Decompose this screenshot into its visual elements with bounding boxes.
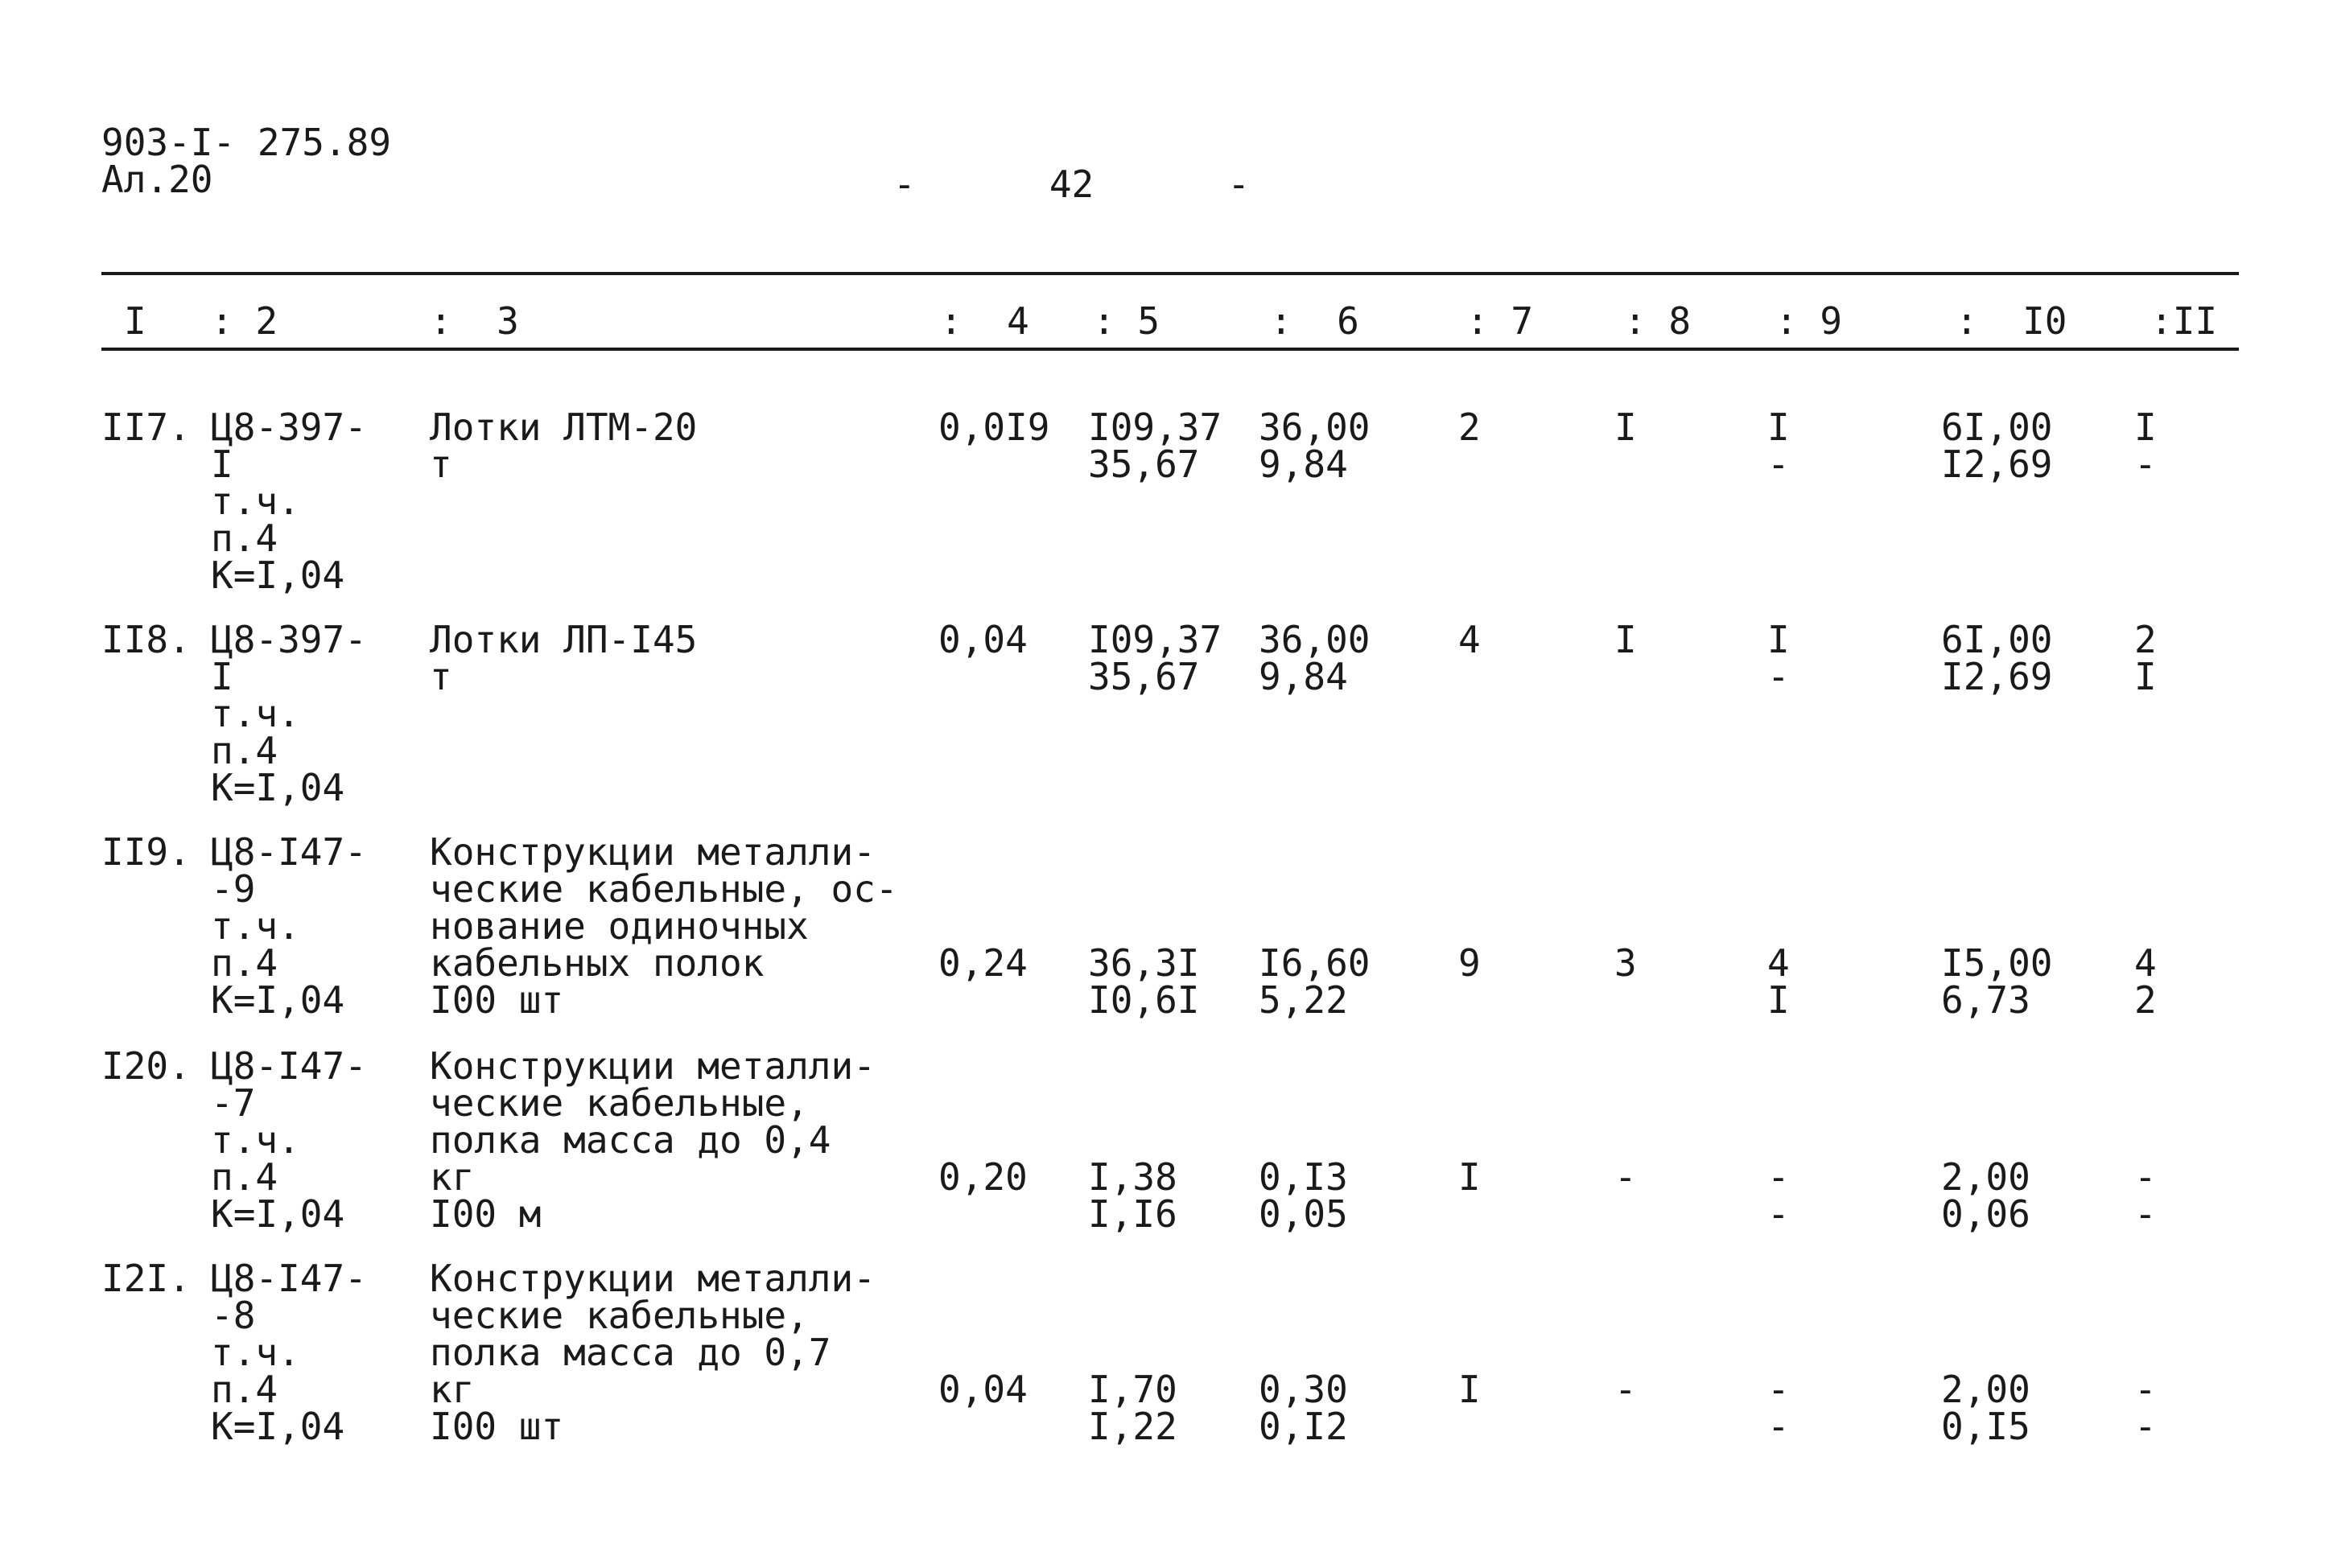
cell-line: 0,20 <box>938 1155 1028 1199</box>
cell-c9 <box>1767 405 1816 486</box>
cell-line: кг <box>430 1155 475 1199</box>
cell-line: 9,84 <box>1259 442 1348 486</box>
cell-line: I <box>211 655 233 698</box>
cell-line: т.ч. <box>211 479 300 523</box>
cell-c10 <box>1941 618 2086 698</box>
cell-c11 <box>2134 941 2183 1022</box>
cell-line: К=I,04 <box>211 1405 345 1448</box>
cell-line: I <box>1767 978 1790 1022</box>
cell-line: - <box>1767 1405 1790 1448</box>
cell-line: 0,24 <box>938 941 1028 985</box>
cell-qty <box>938 941 1051 985</box>
cell-line: п.4 <box>211 941 278 985</box>
cell-line: нование одиночных <box>430 904 809 948</box>
cell-line: К=I,04 <box>211 554 345 597</box>
header-col-1: I <box>124 299 146 343</box>
cell-c8 <box>1614 941 1663 985</box>
header-col-9: : 9 <box>1775 299 1843 343</box>
cell-c9 <box>1767 1155 1816 1236</box>
header-col-4: : 4 <box>940 299 1029 343</box>
cell-line: - <box>1767 655 1790 698</box>
cell-c7 <box>1458 618 1507 661</box>
cell-c8 <box>1614 1368 1663 1411</box>
cell-line: I <box>1767 405 1790 449</box>
cell-line: Ц8-I47- <box>211 830 367 874</box>
cell-c9 <box>1767 941 1816 1022</box>
cell-name <box>430 618 929 698</box>
cell-line: 5,22 <box>1259 978 1348 1022</box>
cell-c7 <box>1458 1368 1507 1411</box>
cell-c9 <box>1767 618 1816 698</box>
header-col-7: : 7 <box>1466 299 1534 343</box>
cell-line: К=I,04 <box>211 766 345 809</box>
cell-line: кабельных полок <box>430 941 765 985</box>
cell-line: ческие кабельные, ос- <box>430 867 898 911</box>
cell-line: 4 <box>1458 618 1481 661</box>
cell-line: 6,73 <box>1941 978 2030 1022</box>
cell-qty <box>938 1368 1051 1411</box>
cell-c9 <box>1767 1368 1816 1448</box>
cell-line: 6I,00 <box>1941 405 2053 449</box>
cell-line: Ц8-397- <box>211 405 367 449</box>
cell-line: т <box>430 655 452 698</box>
cell-line: - <box>1767 1192 1790 1236</box>
cell-line: п.4 <box>211 729 278 772</box>
cell-line: т.ч. <box>211 1331 300 1374</box>
cell-line: I2I. <box>101 1257 191 1300</box>
cell-c5 <box>1088 1155 1233 1236</box>
cell-line: Конструкции металли- <box>430 1044 876 1088</box>
cell-name <box>430 1044 929 1236</box>
cell-line: К=I,04 <box>211 978 345 1022</box>
cell-name <box>430 830 929 1022</box>
cell-line: т.ч. <box>211 904 300 948</box>
cell-line: 2 <box>2134 978 2157 1022</box>
cell-line: 0,0I9 <box>938 405 1050 449</box>
cell-line: 36,00 <box>1259 618 1371 661</box>
cell-c10 <box>1941 405 2086 486</box>
cell-code <box>211 830 428 1022</box>
cell-line: 2,00 <box>1941 1368 2030 1411</box>
cell-c5 <box>1088 618 1233 698</box>
cell-line: т.ч. <box>211 692 300 735</box>
cell-line: I <box>1458 1368 1481 1411</box>
header-bottom-rule <box>101 348 2239 351</box>
cell-c8 <box>1614 618 1663 661</box>
cell-line: I2,69 <box>1941 442 2053 486</box>
sheet-label: Ал.20 <box>101 158 213 201</box>
cell-line: 2,00 <box>1941 1155 2030 1199</box>
cell-line: 0,I3 <box>1259 1155 1348 1199</box>
cell-code <box>211 1257 428 1448</box>
cell-line: 0,04 <box>938 618 1028 661</box>
cell-line: - <box>1767 1155 1790 1199</box>
cell-line: - <box>2134 442 2157 486</box>
cell-line: 9 <box>1458 941 1481 985</box>
cell-line: II7. <box>101 405 191 449</box>
cell-code <box>211 618 428 809</box>
cell-line: I <box>1767 618 1790 661</box>
cell-line: 6I,00 <box>1941 618 2053 661</box>
cell-line: 2 <box>1458 405 1481 449</box>
cell-line: 35,67 <box>1088 655 1200 698</box>
cell-line: Ц8-I47- <box>211 1257 367 1300</box>
cell-line: т.ч. <box>211 1118 300 1162</box>
cell-c5 <box>1088 1368 1233 1448</box>
cell-c10 <box>1941 1368 2086 1448</box>
cell-line: 0,30 <box>1259 1368 1348 1411</box>
cell-c10 <box>1941 941 2086 1022</box>
cell-line: I2,69 <box>1941 655 2053 698</box>
cell-line: 0,04 <box>938 1368 1028 1411</box>
cell-line: - <box>1767 1368 1790 1411</box>
cell-line: 36,3I <box>1088 941 1200 985</box>
cell-line: - <box>2134 1192 2157 1236</box>
cell-line: I00 шт <box>430 978 564 1022</box>
cell-line: -7 <box>211 1081 256 1125</box>
cell-line: - <box>1767 442 1790 486</box>
cell-line: I,22 <box>1088 1405 1177 1448</box>
cell-line: ческие кабельные, <box>430 1294 809 1337</box>
cell-line: - <box>1614 1368 1637 1411</box>
cell-line: т <box>430 442 452 486</box>
cell-line: I <box>211 442 233 486</box>
cell-line: 4 <box>1767 941 1790 985</box>
cell-line: 3 <box>1614 941 1637 985</box>
cell-line: Конструкции металли- <box>430 1257 876 1300</box>
cell-line: - <box>1614 1155 1637 1199</box>
cell-name <box>430 405 929 486</box>
cell-line: I0,6I <box>1088 978 1200 1022</box>
cell-line: Конструкции металли- <box>430 830 876 874</box>
cell-qty <box>938 405 1051 449</box>
cell-line: Ц8-397- <box>211 618 367 661</box>
page-number: - 42 - <box>893 163 1251 206</box>
header-col-5: : 5 <box>1093 299 1160 343</box>
cell-c11 <box>2134 618 2183 698</box>
cell-line: - <box>2134 1405 2157 1448</box>
header-col-2: : 2 <box>211 299 278 343</box>
cell-c6 <box>1259 1155 1404 1236</box>
cell-line: К=I,04 <box>211 1192 345 1236</box>
cell-line: 0,I5 <box>1941 1405 2030 1448</box>
cell-line: 9,84 <box>1259 655 1348 698</box>
table-top-rule <box>101 272 2239 275</box>
cell-line: I <box>2134 405 2157 449</box>
header-col-11: :II <box>2150 299 2218 343</box>
cell-line: 36,00 <box>1259 405 1371 449</box>
cell-c10 <box>1941 1155 2086 1236</box>
cell-c5 <box>1088 941 1233 1022</box>
cell-num <box>101 1044 211 1088</box>
cell-c8 <box>1614 1155 1663 1199</box>
cell-line: I09,37 <box>1088 618 1222 661</box>
cell-line: 4 <box>2134 941 2157 985</box>
cell-c7 <box>1458 405 1507 449</box>
cell-c6 <box>1259 618 1404 698</box>
cell-c5 <box>1088 405 1233 486</box>
cell-qty <box>938 1155 1051 1199</box>
header-col-3: : 3 <box>430 299 519 343</box>
cell-line: II9. <box>101 830 191 874</box>
cell-line: I,70 <box>1088 1368 1177 1411</box>
cell-code <box>211 405 428 597</box>
cell-line: II8. <box>101 618 191 661</box>
cell-line: - <box>2134 1155 2157 1199</box>
cell-line: I6,60 <box>1259 941 1371 985</box>
cell-line: кг <box>430 1368 475 1411</box>
cell-line: полка масса до 0,4 <box>430 1118 831 1162</box>
cell-line: I00 шт <box>430 1405 564 1448</box>
cell-line: п.4 <box>211 516 278 560</box>
cell-num <box>101 1257 211 1300</box>
cell-c7 <box>1458 1155 1507 1199</box>
cell-qty <box>938 618 1051 661</box>
cell-line: I5,00 <box>1941 941 2053 985</box>
header-col-8: : 8 <box>1624 299 1692 343</box>
header-col-6: : 6 <box>1270 299 1359 343</box>
cell-line: -9 <box>211 867 256 911</box>
cell-line: 0,I2 <box>1259 1405 1348 1448</box>
cell-line: 2 <box>2134 618 2157 661</box>
cell-c8 <box>1614 405 1663 449</box>
cell-line: I <box>1614 618 1637 661</box>
cell-line: I <box>1614 405 1637 449</box>
cell-num <box>101 618 211 661</box>
cell-line: I <box>1458 1155 1481 1199</box>
cell-c6 <box>1259 1368 1404 1448</box>
cell-line: 0,06 <box>1941 1192 2030 1236</box>
cell-c6 <box>1259 405 1404 486</box>
cell-line: Ц8-I47- <box>211 1044 367 1088</box>
cell-name <box>430 1257 929 1448</box>
cell-c11 <box>2134 405 2183 486</box>
cell-line: I20. <box>101 1044 191 1088</box>
cell-line: полка масса до 0,7 <box>430 1331 831 1374</box>
cell-line: Лотки ЛП-I45 <box>430 618 698 661</box>
cell-code <box>211 1044 428 1236</box>
cell-c7 <box>1458 941 1507 985</box>
cell-line: I,38 <box>1088 1155 1177 1199</box>
cell-line: Лотки ЛТМ-20 <box>430 405 698 449</box>
cell-line: п.4 <box>211 1155 278 1199</box>
cell-line: I <box>2134 655 2157 698</box>
cell-num <box>101 405 211 449</box>
cell-line: 0,05 <box>1259 1192 1348 1236</box>
cell-line: ческие кабельные, <box>430 1081 809 1125</box>
cell-num <box>101 830 211 874</box>
document-code: 903-I- 275.89 <box>101 121 392 164</box>
cell-line: I09,37 <box>1088 405 1222 449</box>
cell-line: -8 <box>211 1294 256 1337</box>
cell-line: 35,67 <box>1088 442 1200 486</box>
cell-c11 <box>2134 1368 2183 1448</box>
cell-c11 <box>2134 1155 2183 1236</box>
cell-line: п.4 <box>211 1368 278 1411</box>
header-col-10: : I0 <box>1956 299 2067 343</box>
cell-line: I00 м <box>430 1192 542 1236</box>
cell-c6 <box>1259 941 1404 1022</box>
cell-line: - <box>2134 1368 2157 1411</box>
cell-line: I,I6 <box>1088 1192 1177 1236</box>
